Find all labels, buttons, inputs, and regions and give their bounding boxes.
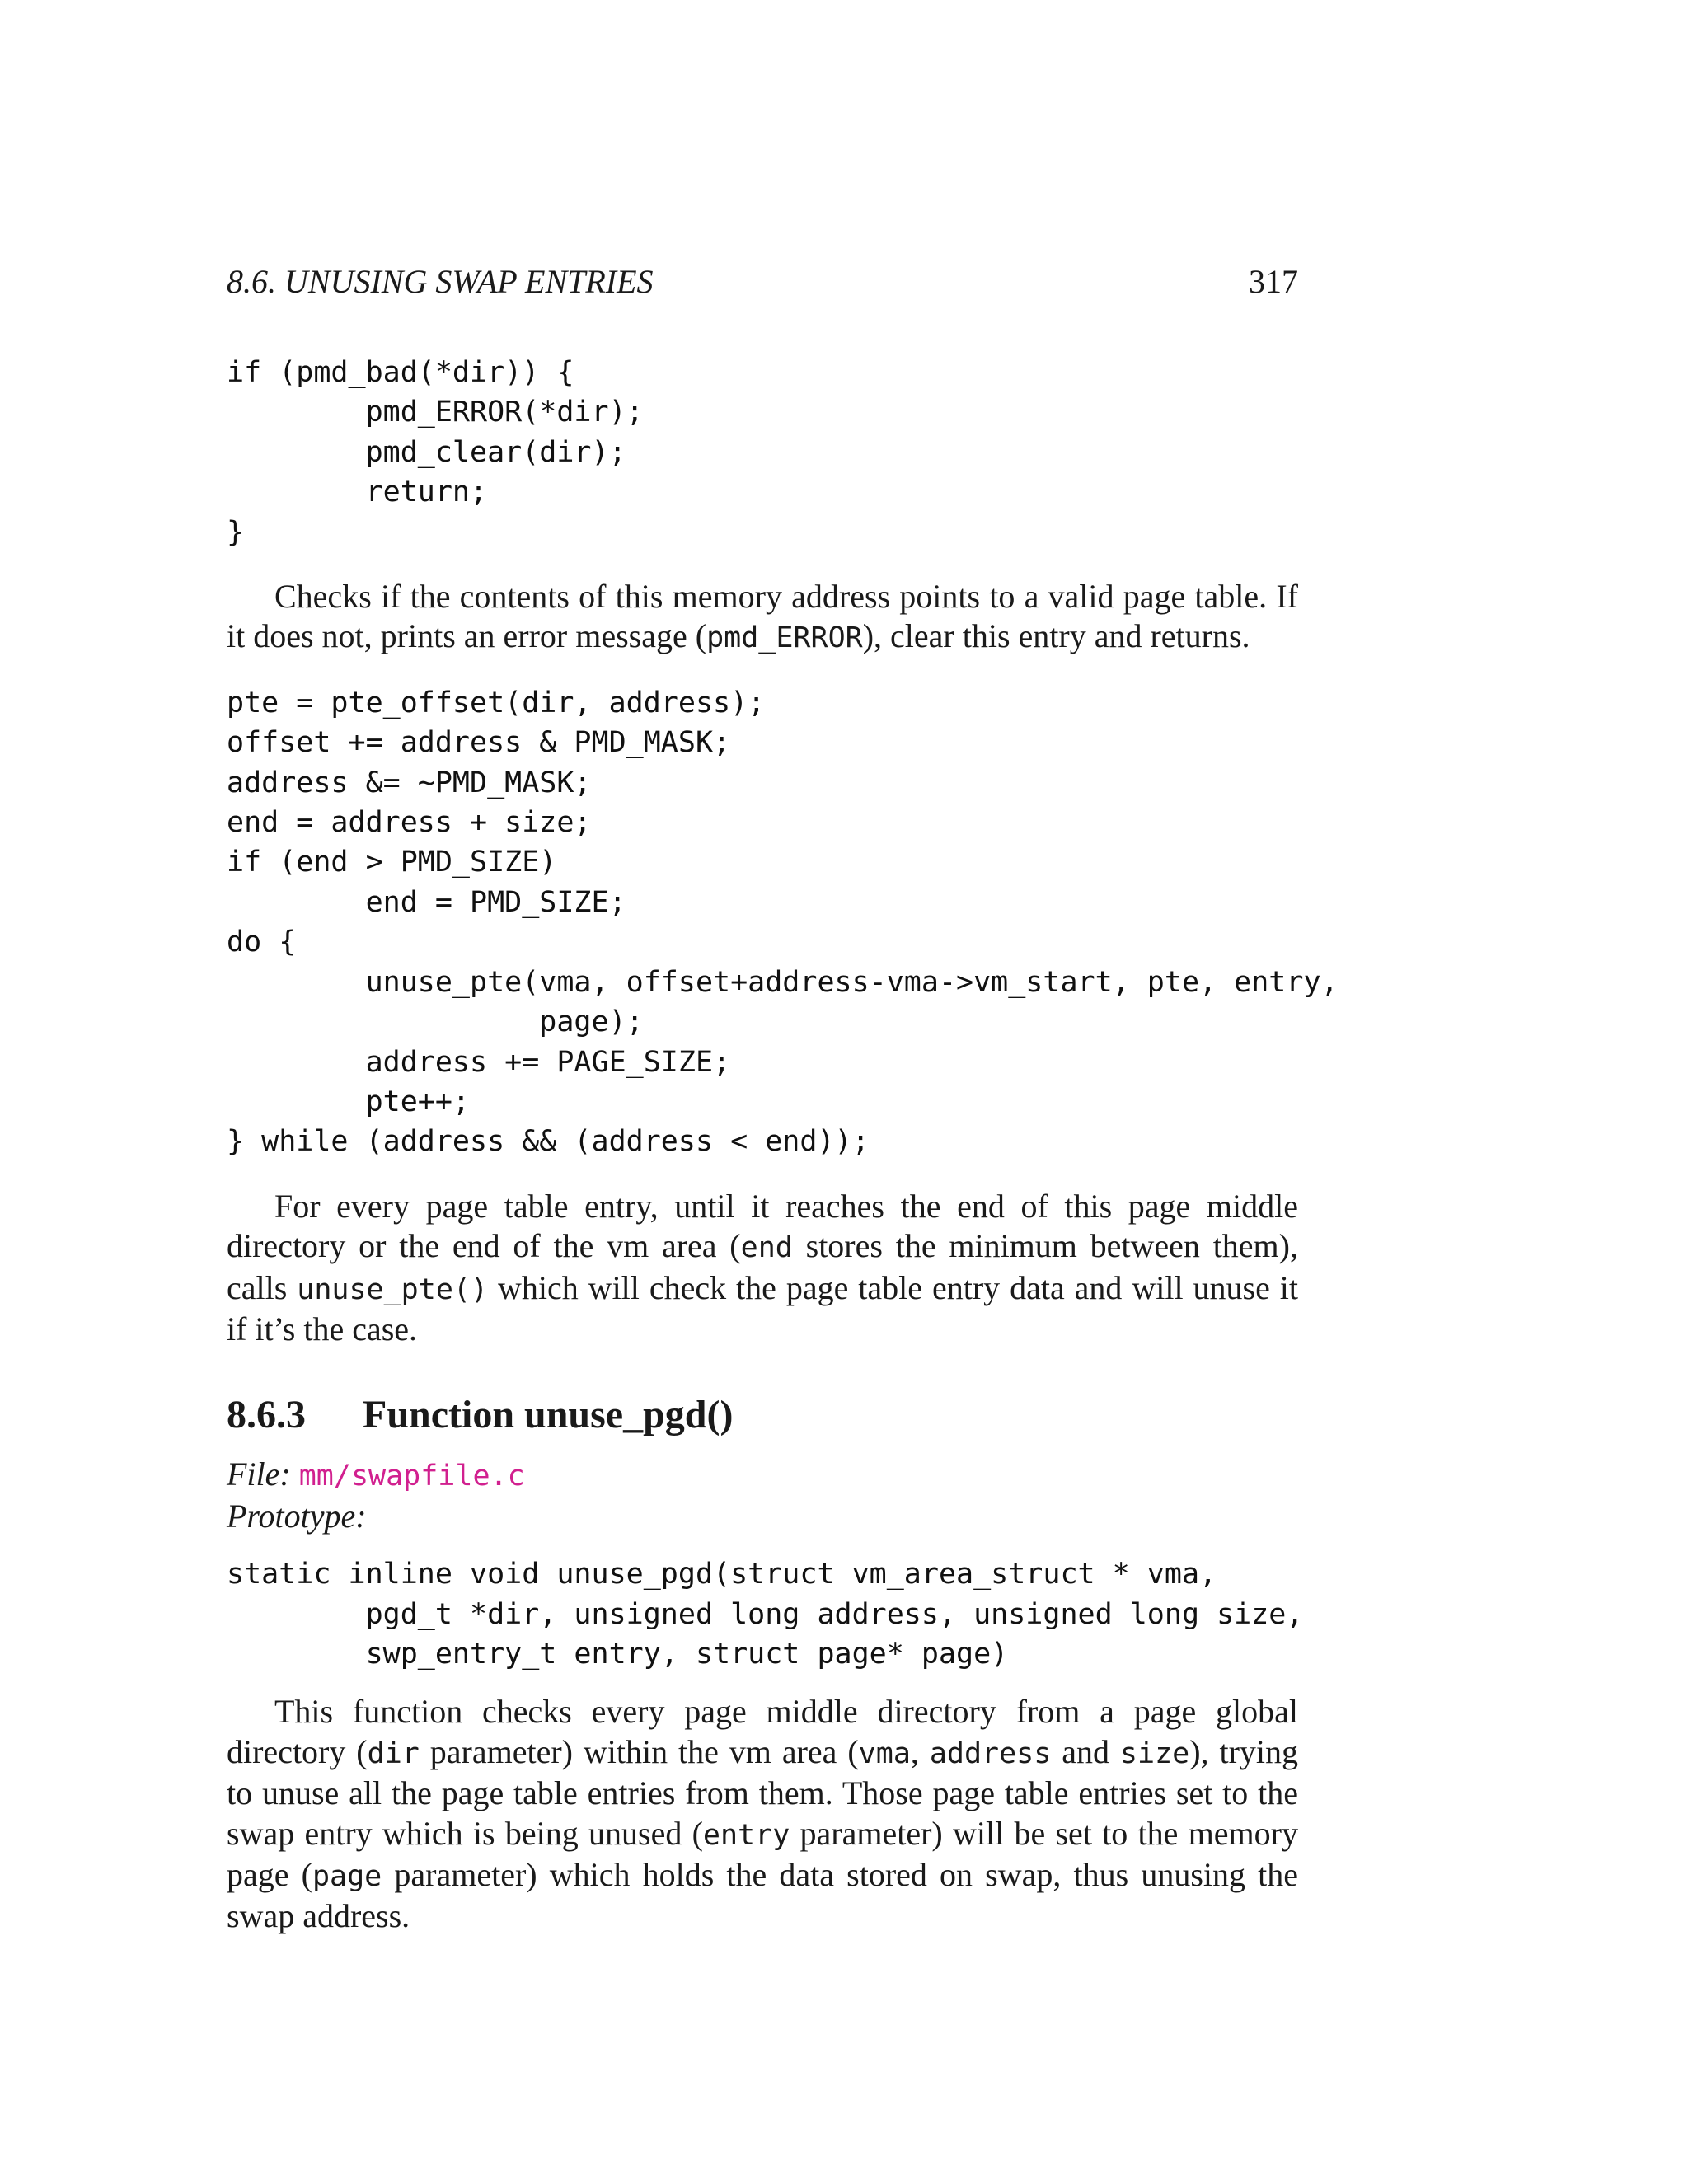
code-block-prototype: static inline void unuse_pgd(struct vm_area_struct * vma, pgd_t *dir, unsigned long address, unsigned long size, swp_entry_t entry, struct page* page) <box>227 1558 1304 1671</box>
page-number: 317 <box>1249 263 1298 300</box>
document-page <box>227 262 1339 1937</box>
code-block-pte-loop: pte = pte_offset(dir, address); offset += address & PMD_MASK; address &= ~PMD_MASK; end = address + size; if (end > PMD_SIZE) end = PMD_SIZE; do { unuse_pte(vma, offset+address-vma->vm_start, pte, entry, page); address += PAGE_SIZE; pte++; } while (address && (address < end)); <box>227 686 1339 1159</box>
running-header <box>227 262 1298 305</box>
code-block-pmd-bad: if (pmd_bad(*dir)) { pmd_ERROR(*dir); pmd_clear(dir); return; } <box>227 356 644 549</box>
file-link[interactable]: mm/swapfile.c <box>298 1460 525 1493</box>
paragraph-pte-loop: For every page table entry, until it reaches the end of this page middle directory or the end of the vm area (end stores the minimum between them), calls unuse_pte() which will check the page table entry data and will unuse it if it’s the case. <box>227 1187 1298 1347</box>
paragraph-unuse-pgd: This function checks every page middle directory from a page global directory (dir parameter) within the vm area (vma, address and size), trying to unuse all the page table entries from them. Those page table entries set to the swap entry which is being unused (entry parameter) will be set to the memory page (page parameter) which holds the data stored on swap, thus unusing the swap address. <box>227 1693 1299 1935</box>
subsection-heading: 8.6.3 Function unuse_pgd() <box>227 1393 734 1437</box>
section-title: 8.6. UNUSING SWAP ENTRIES <box>227 263 654 300</box>
prototype-label: Prototype: <box>227 1497 367 1535</box>
paragraph-pmd-check: Checks if the contents of this memory address points to a valid page table. If it does not, prints an error message (pmd_ERROR), clear this entry and returns. <box>227 578 1298 655</box>
file-line: File: mm/swapfile.c <box>227 1455 525 1493</box>
